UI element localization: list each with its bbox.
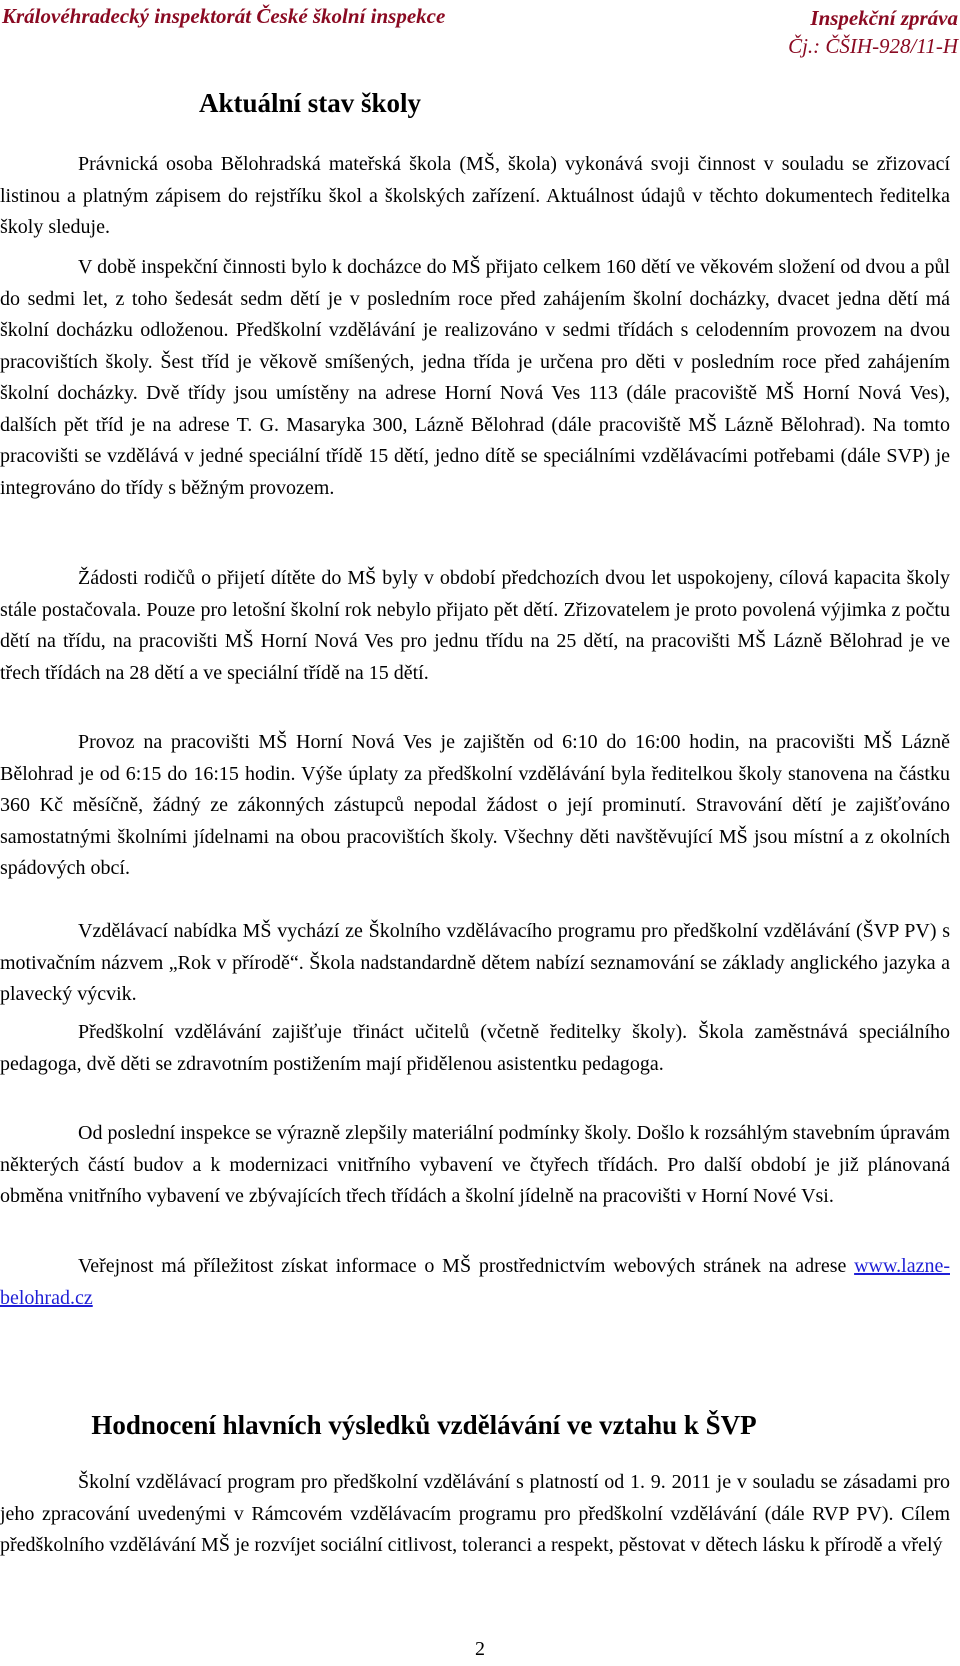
paragraph-legal-entity: Právnická osoba Bělohradská mateřská škola (MŠ, škola) vykonává svoji činnost v souladu se zřizovací listinou a platným zápisem do rejstříku škol a školských zařízení. Aktuálnost údajů v těchto dokumentech ředitelka školy sleduje. xyxy=(0,153,950,238)
public-information-text: Veřejnost má příležitost získat informace o MŠ prostřednictvím webových stránek na adrese xyxy=(78,1255,855,1277)
paragraph-educational-offer: Vzdělávací nabídka MŠ vychází ze Školního vzdělávacího programu pro předškolní vzdělávání (ŠVP PV) s motivačním názvem „Rok v přírodě“. Škola nadstandardně dětem nabízí seznamování se základy anglického jazyka a plavecký výcvik. xyxy=(0,920,950,1005)
paragraph-children-admitted: V době inspekční činnosti bylo k docházce do MŠ přijato celkem 160 dětí ve věkovém složení od dvou a půl do sedmi let, z toho šedesát sedm dětí je v posledním roce před zahájením školní docházky, dvacet jedna dětí má školní docházku odloženou. Předškolní vzdělávání je realizováno v sedmi třídách s celodenním provozem na dvou pracovištích školy. Šest tříd je věkově smíšených, jedna třída je určena pro děti v posledním roce před zahájením školní docházky. Dvě třídy jsou umístěny na adrese Horní Nová Ves 113 (dále pracoviště MŠ Horní Nová Ves), dalších pět tříd je na adrese T. G. Masaryka 300, Lázně Bělohrad (dále pracoviště MŠ Lázně Bělohrad). Na tomto pracovišti se vzdělává v jedné speciální třídě 15 dětí, jedno dítě se speciálními vzdělávacími potřebami (dále SVP) je integrováno do třídy s běžným provozem. xyxy=(0,256,950,499)
paragraph-material-conditions: Od poslední inspekce se výrazně zlepšily materiální podmínky školy. Došlo k rozsáhlým stavebním úpravám některých částí budov a k modernizaci vnitřního vybavení ve čtyřech třídách. Pro další období je již plánovaná obměna vnitřního vybavení ve zbývajících třech třídách a školní jídelně na pracovišti v Horní Nové Vsi. xyxy=(0,1122,950,1207)
reference-number: Čj.: ČŠIH-928/11-H xyxy=(788,34,958,58)
page-header xyxy=(0,4,960,66)
section-title-results-evaluation-text: Hodnocení hlavních výsledků vzdělávání ve vztahu k ŠVP xyxy=(91,1410,757,1440)
school-website-link[interactable]: www.lazne-belohrad.cz xyxy=(0,1255,950,1309)
paragraph-staffing: Předškolní vzdělávání zajišťuje třináct učitelů (včetně ředitelky školy). Škola zaměstnává speciálního pedagoga, dvě děti se zdravotním postižením mají přidělenou asistentku pedagoga. xyxy=(0,1021,950,1075)
report-title: Inspekční zpráva xyxy=(810,6,958,30)
page-number: 2 xyxy=(475,1638,485,1660)
paragraph-operating-hours: Provoz na pracovišti MŠ Horní Nová Ves je zajištěn od 6:10 do 16:00 hodin, na pracovišti MŠ Lázně Bělohrad je od 6:15 do 16:15 hodin. Výše úplaty za předškolní vzdělávání byla ředitelkou školy stanovena na částku 360 Kč měsíčně, žádný ze zákonných zástupců nepodal žádost o její prominutí. Stravování dětí je zajišťováno samostatnými školními jídelnami na obou pracovištích školy. Všechny děti navštěvující MŠ jsou místní a z okolních spádových obcí. xyxy=(0,731,950,879)
inspectorate-name: Královéhradecký inspektorát České školní inspekce xyxy=(2,4,446,28)
section-title-results-evaluation xyxy=(0,1410,960,1441)
section-title-current-state: Aktuální stav školy xyxy=(198,88,422,118)
paragraph-svp-program: Školní vzdělávací program pro předškolní vzdělávání s platností od 1. 9. 2011 je v souladu se zásadami pro jeho zpracování uvedenými v Rámcovém vzdělávacím programu pro předškolní vzdělávání (dále RVP PV). Cílem předškolního vzdělávání MŠ je rozvíjet sociální citlivost, toleranci a respekt, pěstovat v dětech lásku k přírodě a vřelý xyxy=(0,1471,950,1556)
paragraph-public-information xyxy=(0,1251,950,1314)
report-info xyxy=(788,4,958,60)
paragraph-admission-requests: Žádosti rodičů o přijetí dítěte do MŠ byly v období předchozích dvou let uspokojeny, cílová kapacita školy stále postačovala. Pouze pro letošní školní rok nebylo přijato pět dětí. Zřizovatelem je proto povolená výjimka z počtu dětí na třídu, na pracovišti MŠ Horní Nová Ves pro jednu třídu na 25 dětí, na pracovišti MŠ Lázně Bělohrad je ve třech třídách na 28 dětí a ve speciální třídě na 15 dětí. xyxy=(0,567,950,684)
